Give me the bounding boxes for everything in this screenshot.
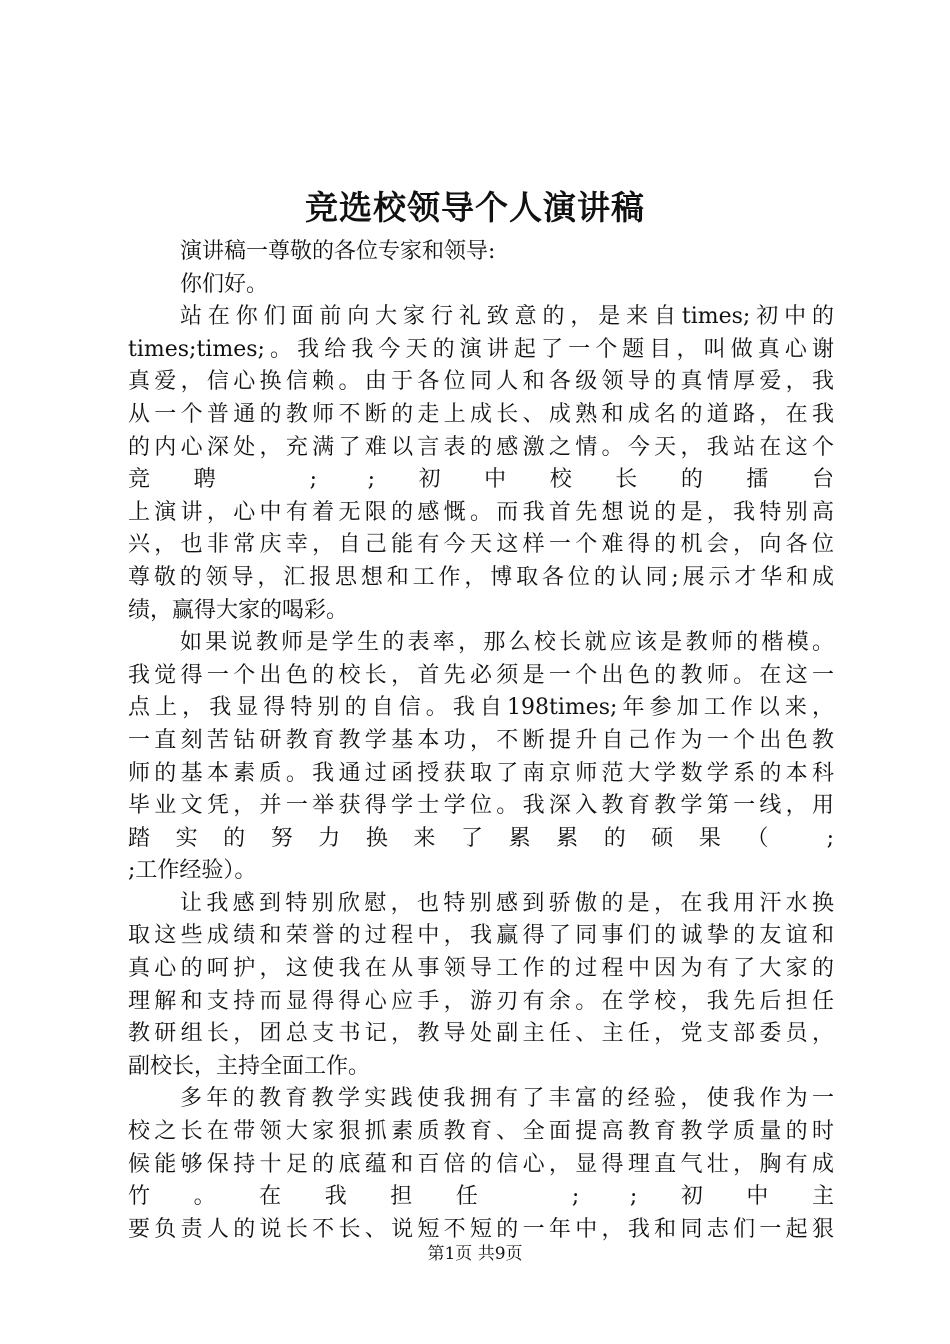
document-title: 竞选校领导个人演讲稿 xyxy=(305,188,645,227)
text-line: 校之长在带领大家狠抓素质教育、全面提高教育教学质量的时 xyxy=(128,1119,834,1145)
text-line: 从一个普通的教师不断的走上成长、成熟和成名的道路，在我 xyxy=(128,401,834,427)
text-line: 尊敬的领导，汇报思想和工作，博取各位的认同;展示才华和成 xyxy=(128,564,834,590)
text-line: 竞聘 ; ;初中校长的擂台 xyxy=(128,467,834,493)
text-line: 的内心深处，充满了难以言表的感激之情。今天，我站在这个 xyxy=(128,434,834,460)
text-line: 教研组长，团总支书记，教导处副主任、主任，党支部委员， xyxy=(128,1021,834,1047)
text-line: 绩，赢得大家的喝彩。 xyxy=(128,597,349,623)
text-line: 站在你们面前向大家行礼致意的，是来自times;初中的 xyxy=(180,304,834,330)
text-line: 取这些成绩和荣誉的过程中，我赢得了同事们的诚挚的友谊和 xyxy=(128,923,834,949)
text-line: 一直刻苦钻研教育教学基本功，不断提升自己作为一个出色教 xyxy=(128,727,834,753)
text-line: 点上，我显得特别的自信。我自198times;年参加工作以来， xyxy=(128,695,834,721)
text-line: 如果说教师是学生的表率，那么校长就应该是教师的楷模。 xyxy=(180,630,834,656)
text-line: 竹。在我担任 ; ;初中主 xyxy=(128,1184,834,1210)
text-line: 兴，也非常庆幸，自己能有今天这样一个难得的机会，向各位 xyxy=(128,532,834,558)
page-footer: 第1页 共9页 xyxy=(427,1244,523,1264)
text-line: 真心的呵护，这使我在从事领导工作的过程中因为有了大家的 xyxy=(128,956,834,982)
text-line: 让我感到特别欣慰，也特别感到骄傲的是，在我用汗水换 xyxy=(180,890,834,916)
text-line: 毕业文凭，并一举获得学士学位。我深入教育教学第一线，用 xyxy=(128,793,834,819)
text-line: 演讲稿一尊敬的各位专家和领导: xyxy=(180,239,496,264)
text-line: 你们好。 xyxy=(180,271,269,297)
text-line: 师的基本素质。我通过函授获取了南京师范大学数学系的本科 xyxy=(128,760,834,786)
document-body xyxy=(128,236,834,1246)
text-line: 上演讲，心中有着无限的感慨。而我首先想说的是，我特别高 xyxy=(128,499,834,525)
text-line: 我觉得一个出色的校长，首先必须是一个出色的教师。在这一 xyxy=(128,662,834,688)
text-line: 要负责人的说长不长、说短不短的一年中，我和同志们一起狠 xyxy=(128,1216,834,1242)
text-line: 踏实的努力换来了累累的硕果（ ; xyxy=(128,825,834,851)
text-line: 候能够保持十足的底蕴和百倍的信心，显得理直气壮，胸有成 xyxy=(128,1151,834,1177)
text-line: times;times;。我给我今天的演讲起了一个题目，叫做真心谢 xyxy=(128,336,834,362)
text-line: 副校长，主持全面工作。 xyxy=(128,1053,371,1079)
text-line: 多年的教育教学实践使我拥有了丰富的经验，使我作为一 xyxy=(180,1086,834,1112)
text-line: 理解和支持而显得得心应手，游刃有余。在学校，我先后担任 xyxy=(128,988,834,1014)
text-line: ;工作经验）。 xyxy=(128,858,257,884)
text-line: 真爱，信心换信赖。由于各位同人和各级领导的真情厚爱，我 xyxy=(128,369,834,395)
